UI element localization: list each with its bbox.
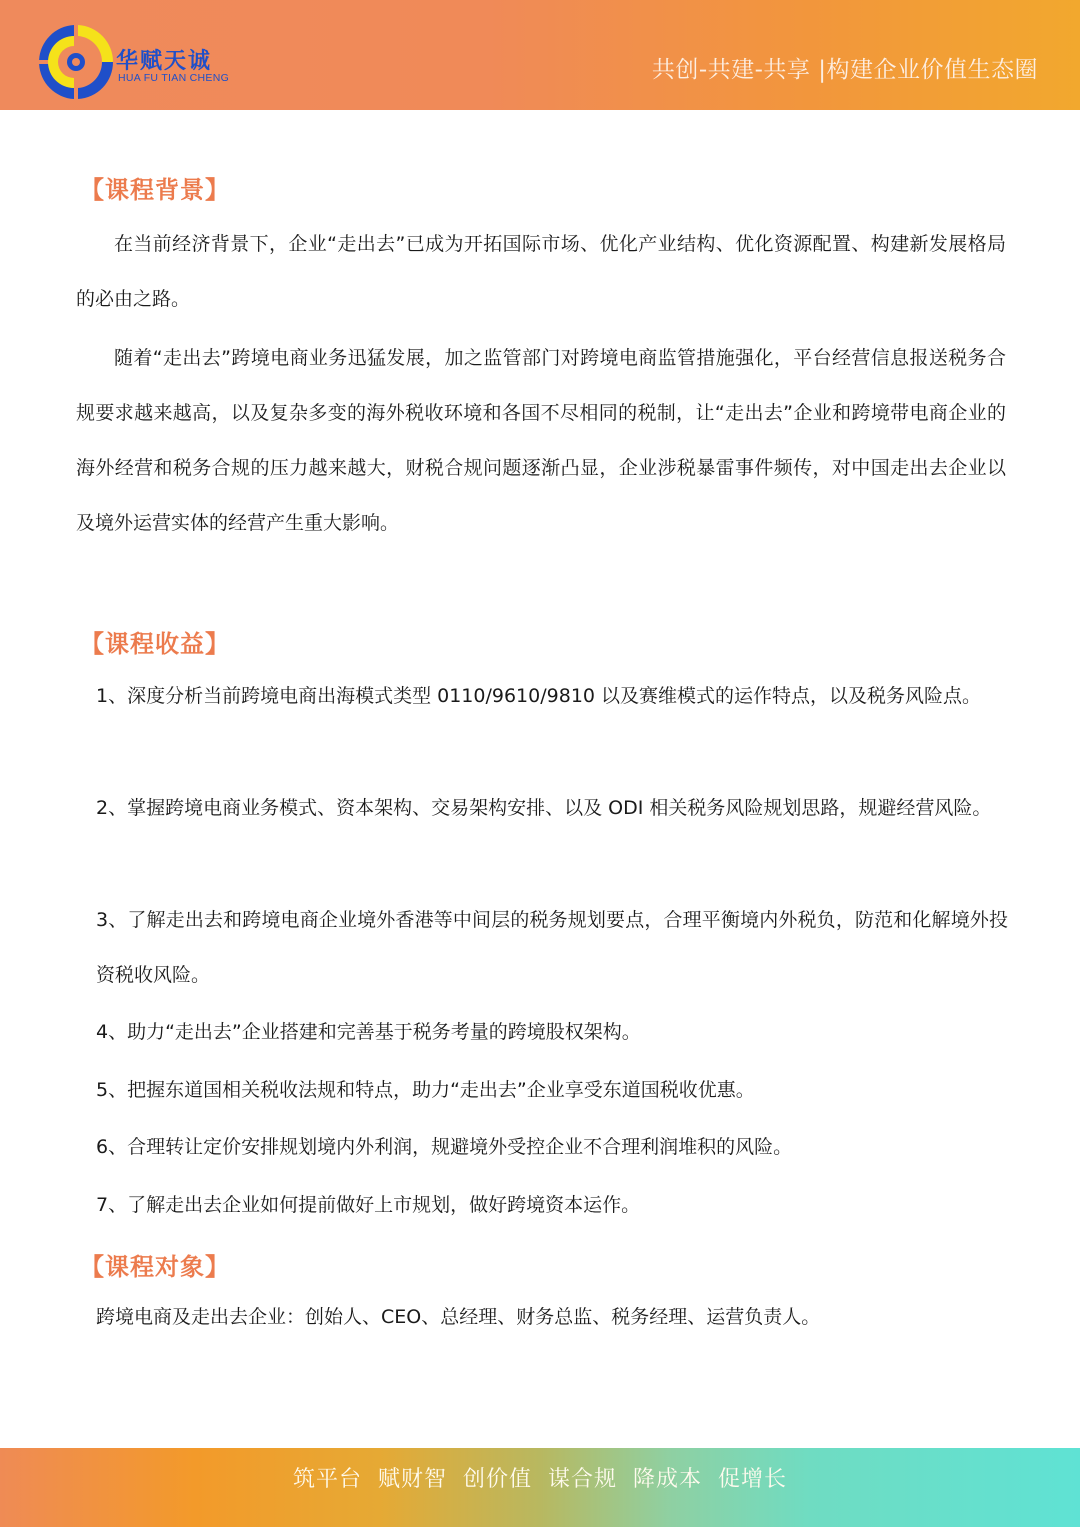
company-logo-icon <box>36 22 116 102</box>
brand-name-en: HUA FU TIAN CHENG <box>118 72 230 84</box>
benefit-item-5: 5、把握东道国相关税收法规和特点，助力“走出去”企业享受东道国税收优惠。 <box>96 1079 755 1101</box>
benefit-item-2: 2、掌握跨境电商业务模式、资本架构、交易架构安排、以及 ODI 相关税务风险规划思路，规避经营风险。 <box>96 797 992 819</box>
benefit-item-7: 7、了解走出去企业如何提前做好上市规划，做好跨境资本运作。 <box>96 1194 641 1216</box>
benefit-item-3: 3、了解走出去和跨境电商企业境外香港等中间层的税务规划要点，合理平衡境内外税负，防范和化解境外投资税收风险。 <box>96 909 1008 986</box>
background-paragraph-1: 在当前经济背景下，企业“走出去”已成为开拓国际市场、优化产业结构、优化资源配置、构建新发展格局的必由之路。 <box>76 233 1006 310</box>
background-paragraph-2: 随着“走出去”跨境电商业务迅猛发展，加之监管部门对跨境电商监管措施强化，平台经营信息报送税务合规要求越来越高，以及复杂多变的海外税收环境和各国不尽相同的税制，让“走出去”企业和跨境带电商企业的海外经营和税务合规的压力越来越大，财税合规问题逐渐凸显，企业涉税暴雷事件频传，对中国走出去企业以及境外运营实体的经营产生重大影响。 <box>76 347 1006 534</box>
header-banner <box>0 0 1080 110</box>
benefit-item-6: 6、合理转让定价安排规划境内外利润，规避境外受控企业不合理利润堆积的风险。 <box>96 1136 793 1158</box>
benefit-item-1: 1、深度分析当前跨境电商出海模式类型 0110/9610/9810 以及赛维模式的运作特点，以及税务风险点。 <box>96 685 982 707</box>
header-slogan: 共创-共建-共享 |构建企业价值生态圈 <box>651 57 1038 83</box>
section-title-audience: 【课程对象】 <box>80 1253 230 1281</box>
brand-name-cn: 华赋天诚 <box>116 48 213 74</box>
benefit-item-4: 4、助力“走出去”企业搭建和完善基于税务考量的跨境股权架构。 <box>96 1021 641 1043</box>
audience-text: 跨境电商及走出去企业：创始人、CEO、总经理、财务总监、税务经理、运营负责人。 <box>96 1306 821 1328</box>
section-title-background: 【课程背景】 <box>80 176 230 204</box>
section-title-benefits: 【课程收益】 <box>80 630 230 658</box>
footer-slogan: 筑平台 赋财智 创价值 谋合规 降成本 促增长 <box>293 1467 787 1492</box>
